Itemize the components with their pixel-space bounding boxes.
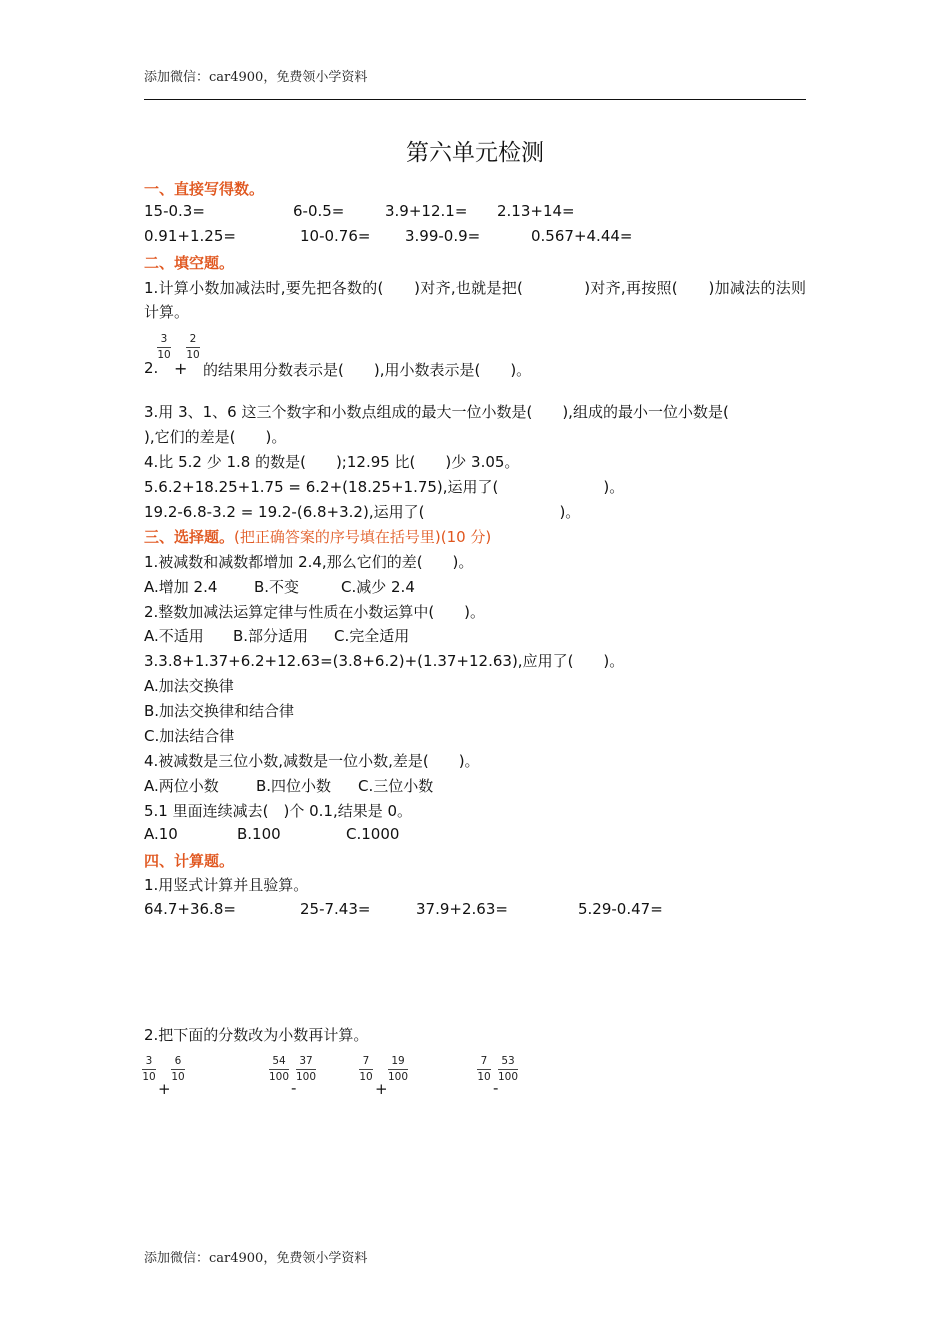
s1-item: 3.99-0.9= [405, 227, 481, 245]
s4-q2-fraction [296, 1055, 316, 1084]
fraction-denominator: 100 [388, 1071, 409, 1083]
s3-q5-option: B.100 [237, 825, 281, 843]
fraction-denominator: 100 [269, 1071, 290, 1083]
fraction-denominator: 10 [477, 1071, 491, 1083]
s1-item: 15-0.3= [144, 202, 205, 220]
s4-q2-fraction [269, 1055, 289, 1084]
s1-item: 0.91+1.25= [144, 227, 236, 245]
s4-q2-operator: - [291, 1079, 297, 1097]
s4-q2-fraction [142, 1055, 156, 1084]
s3-q3-option: C.加法结合律 [144, 727, 235, 745]
s2-q2-suffix: 的结果用分数表示是( ),用小数表示是( )。 [203, 361, 532, 379]
s4-question-2: 2.把下面的分数改为小数再计算。 [144, 1026, 369, 1044]
s4-q1-item: 5.29-0.47= [578, 900, 663, 918]
s3-q5-option: C.1000 [346, 825, 400, 843]
page-footer-text: 添加微信：car4900，免费领小学资料 [144, 1251, 368, 1266]
s3-q4-option: A.两位小数 [144, 777, 219, 795]
s1-item: 6-0.5= [293, 202, 345, 220]
s4-q1-item: 64.7+36.8= [144, 900, 236, 918]
fraction-numerator: 6 [174, 1055, 182, 1067]
fraction-numerator: 37 [299, 1055, 313, 1067]
fraction-bar [142, 1069, 156, 1070]
fraction-denominator: 10 [171, 1071, 185, 1083]
s3-q3-option: A.加法交换律 [144, 677, 234, 695]
fraction-bar [296, 1069, 316, 1070]
fraction-denominator: 100 [498, 1071, 519, 1083]
fraction-bar [269, 1069, 289, 1070]
s3-q4-option: B.四位小数 [256, 777, 332, 795]
s2-q2-prefix: 2. [144, 359, 159, 377]
s2-q2-plus: + [174, 359, 188, 378]
s3-question-4: 4.被减数是三位小数,减数是一位小数,差是( )。 [144, 752, 480, 770]
s4-q1-item: 37.9+2.63= [416, 900, 508, 918]
s3-q2-option: B.部分适用 [233, 627, 309, 645]
s4-q2-fraction [388, 1055, 408, 1084]
fraction-numerator: 19 [391, 1055, 405, 1067]
section3-title: 三、选择题。 [144, 528, 235, 546]
section2-heading: 二、填空题。 [144, 254, 235, 272]
fraction-denominator: 10 [359, 1071, 373, 1083]
section3-heading [144, 526, 491, 547]
s2-q2-fraction-2 [186, 333, 200, 362]
fraction-bar [157, 347, 171, 348]
page-header-text: 添加微信：car4900，免费领小学资料 [144, 70, 368, 85]
s3-question-5: 5.1 里面连续减去( )个 0.1,结果是 0。 [144, 802, 413, 820]
s4-q2-fraction [359, 1055, 373, 1084]
fraction-numerator: 2 [189, 333, 197, 345]
fraction-bar [498, 1069, 518, 1070]
s2-question-5: 5.6.2+18.25+1.75 = 6.2+(18.25+1.75),运用了( )。 [144, 478, 625, 496]
s4-q2-fraction [171, 1055, 185, 1084]
s3-q2-option: A.不适用 [144, 627, 204, 645]
s4-q1-item: 25-7.43= [300, 900, 371, 918]
s1-item: 0.567+4.44= [531, 227, 633, 245]
fraction-numerator: 7 [362, 1055, 370, 1067]
section3-note: (把正确答案的序号填在括号里)(10 分) [234, 528, 492, 546]
fraction-numerator: 3 [160, 333, 168, 345]
s3-q2-option: C.完全适用 [334, 627, 410, 645]
fraction-denominator: 100 [296, 1071, 317, 1083]
fraction-bar [477, 1069, 491, 1070]
section4-heading: 四、计算题。 [144, 852, 235, 870]
section1-heading: 一、直接写得数。 [144, 180, 265, 198]
s2-question-6: 19.2-6.8-3.2 = 19.2-(6.8+3.2),运用了( )。 [144, 503, 581, 521]
fraction-bar [388, 1069, 408, 1070]
s2-question-3: 3.用 3、1、6 这三个数字和小数点组成的最大一位小数是( ),组成的最小一位小数是( [144, 403, 729, 421]
header-divider [144, 99, 806, 100]
s3-q1-option: A.增加 2.4 [144, 578, 218, 596]
s4-q2-operator: + [158, 1080, 171, 1098]
fraction-numerator: 54 [272, 1055, 286, 1067]
s3-question-2: 2.整数加减法运算定律与性质在小数运算中( )。 [144, 603, 486, 621]
s4-q2-operator: + [375, 1080, 388, 1098]
s2-question-1: 1.计算小数加减法时,要先把各数的( )对齐,也就是把( )对齐,再按照( )加减法的法则计算。 [144, 279, 806, 321]
s1-item: 2.13+14= [497, 202, 575, 220]
s2-question-3-cont: ),它们的差是( )。 [144, 428, 287, 446]
fraction-bar [171, 1069, 185, 1070]
fraction-denominator: 10 [142, 1071, 156, 1083]
fraction-denominator: 10 [157, 349, 171, 361]
s4-question-1: 1.用竖式计算并且验算。 [144, 876, 309, 894]
s1-item: 10-0.76= [300, 227, 371, 245]
s4-q2-fraction [498, 1055, 518, 1084]
fraction-numerator: 7 [480, 1055, 488, 1067]
fraction-denominator: 10 [186, 349, 200, 361]
page-title: 第六单元检测 [406, 140, 544, 166]
s3-q3-option: B.加法交换律和结合律 [144, 702, 295, 720]
fraction-numerator: 3 [145, 1055, 153, 1067]
s3-q4-option: C.三位小数 [358, 777, 434, 795]
fraction-bar [359, 1069, 373, 1070]
s2-q2-fraction-1 [157, 333, 171, 362]
s3-question-1: 1.被减数和减数都增加 2.4,那么它们的差( )。 [144, 553, 474, 571]
s3-question-3: 3.3.8+1.37+6.2+12.63=(3.8+6.2)+(1.37+12.63),应用了( )。 [144, 652, 625, 670]
fraction-bar [186, 347, 200, 348]
s4-q2-fraction [477, 1055, 491, 1084]
s1-item: 3.9+12.1= [385, 202, 468, 220]
s4-q2-operator: - [493, 1079, 499, 1097]
s2-question-4: 4.比 5.2 少 1.8 的数是( );12.95 比( )少 3.05。 [144, 453, 520, 471]
fraction-numerator: 53 [501, 1055, 515, 1067]
s3-q1-option: C.减少 2.4 [341, 578, 415, 596]
s3-q5-option: A.10 [144, 825, 178, 843]
s3-q1-option: B.不变 [254, 578, 300, 596]
